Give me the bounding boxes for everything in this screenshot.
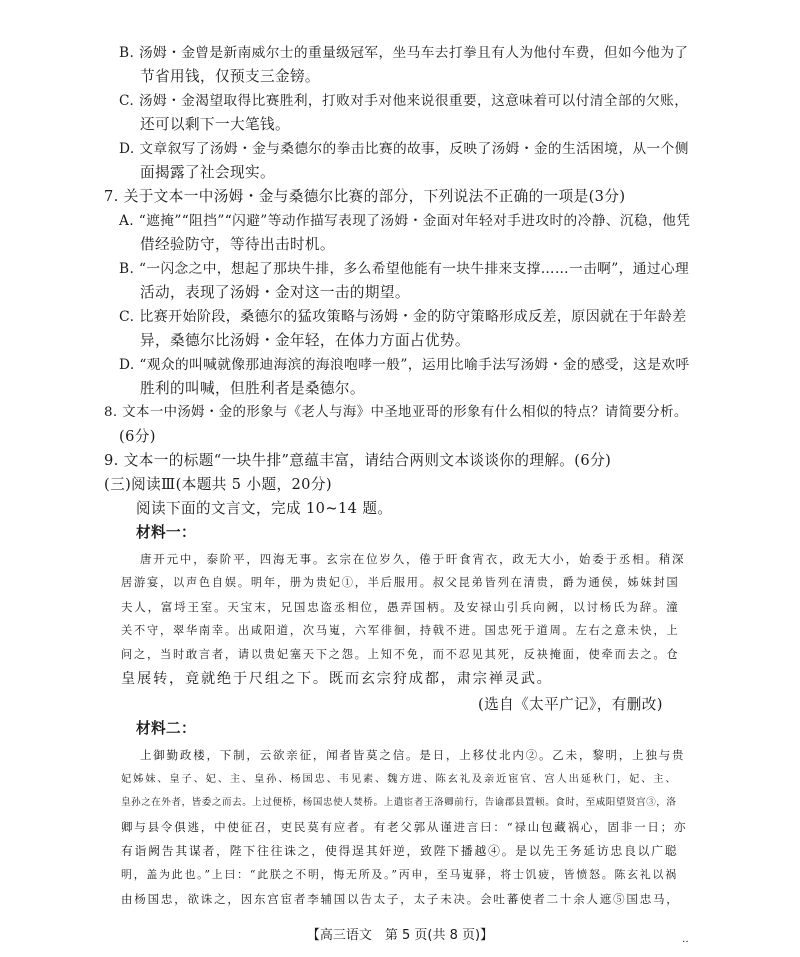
material2-line: 妃姊妹、皇子、妃、主、皇孙、杨国忠、韦见素、魏方进、陈玄礼及亲近宦官、宫人出延秋门，妃、主、 — [121, 773, 678, 785]
material1-line: 问之，当时敢言者，请以贵妃塞天下之怨。上知不免，而不忍见其死，反袂掩面，使牵而去之。仓 — [121, 648, 680, 661]
section-instruction: 阅读下面的文言文，完成 10~14 题。 — [136, 500, 393, 517]
q6-option-c: C. 汤姆・金渴望取得比赛胜利，打败对手对他来说很重要，这意味着可以付清全部的欠账， — [119, 93, 689, 109]
q7-option-a: A. “遮掩”“阻挡”“闪避”等动作描写表现了汤姆・金面对年轻对手进攻时的冷静、沉稳，他凭 — [119, 213, 691, 229]
material2-line: 由杨国忠，欲诛之，因东宫宦者李辅国以告太子，太子未决。会吐蕃使者二十余人遮⑤国忠马， — [121, 892, 680, 906]
q7-option-c-cont: 异，桑德尔比汤姆・金年轻，在体力方面占优势。 — [140, 332, 470, 349]
material2-line: 卿与县令俱逃，中使征召，吏民莫有应者。有老父郭从谨进言曰：“禄山包藏祸心，固非一日；亦 — [121, 820, 688, 834]
q6-option-d: D. 文章叙写了汤姆・金与桑德尔的拳击比赛的故事，反映了汤姆・金的生活困境，从一个侧 — [119, 141, 689, 157]
q7-option-d: D. “观众的叫喊就像那迪海滨的海浪咆哮一般”，运用比喻手法写汤姆・金的感受，这是欢呼 — [119, 357, 690, 373]
section-heading: (三)阅读Ⅲ(本题共 5 小题，20分) — [104, 476, 332, 493]
q8-points: (6分) — [119, 428, 156, 445]
material2-line: 上御勤政楼，下制，云欲亲征，闻者皆莫之信。是日，上移仗北内②。乙未，黎明，上独与贵 — [140, 748, 686, 762]
material2-title: 材料二： — [136, 720, 196, 737]
material1-line: 唐开元中，泰阶平，四海无事。玄宗在位岁久，倦于旰食宵衣，政无大小，始委于丞相。稍深 — [140, 552, 686, 566]
q6-option-c-cont: 还可以剩下一大笔钱。 — [140, 116, 290, 133]
material1-source: (选自《太平广记》，有删改) — [478, 696, 663, 713]
material1-line: 皇展转，竟就绝于尺组之下。既而玄宗狩成都，肃宗禅灵武。 — [121, 671, 553, 687]
q6-option-d-cont: 面揭露了社会现实。 — [140, 164, 275, 181]
corner-mark: ‥ — [682, 934, 689, 945]
q8-stem: 8. 文本一中汤姆・金的形象与《老人与海》中圣地亚哥的形象有什么相似的特点？请简要分析。 — [104, 405, 688, 420]
material2-line: 明，盖为此也。”上曰：“此朕之不明，悔无所及。”丙申，至马嵬驿，将士饥疲，皆愤怒。陈玄礼以祸 — [121, 868, 678, 881]
material1-title: 材料一： — [136, 524, 196, 541]
q7-option-b: B. “一闪念之中，想起了那块牛排，多么希望他能有一块牛排来支撑……一击啊”，通过心理 — [119, 261, 690, 277]
material2-line: 皇孙之在外者，皆委之而去。上过便桥，杨国忠使人焚桥。上遣宦者王洛卿前行，告谕郡县置顿。食时，至咸阳望贤宫③，洛 — [121, 797, 677, 808]
q7-option-d-cont: 胜利的叫喊，但胜利者是桑德尔。 — [140, 380, 365, 397]
q7-option-a-cont: 借经验防守，等待出击时机。 — [140, 236, 335, 253]
material2-line: 有诣阙告其谋者，陛下往往诛之，使得逞其奸逆，致陛下播越④。是以先王务延访忠良以广聪 — [121, 844, 679, 858]
q9-stem: 9. 文本一的标题“一块牛排”意蕴丰富，请结合两则文本谈谈你的理解。(6分) — [104, 452, 612, 469]
q7-option-b-cont: 活动，表现了汤姆・金对这一击的期望。 — [140, 284, 410, 301]
material1-line: 关不守，翠华南幸。出咸阳道，次马嵬，六军徘徊，持戟不进。国忠死于道周。左右之意未快，上 — [121, 624, 680, 637]
q7-option-c: C. 比赛开始阶段，桑德尔的猛攻策略与汤姆・金的防守策略形成反差，原因就在于年龄差 — [119, 309, 687, 325]
material1-line: 夫人，富埒王室。天宝末，兄国忠盗丞相位，愚弄国柄。及安禄山引兵向阙，以讨杨氏为辞。潼 — [121, 600, 680, 614]
q7-stem: 7. 关于文本一中汤姆・金与桑德尔比赛的部分，下列说法不正确的一项是(3分) — [104, 188, 626, 205]
material1-line: 居游宴，以声色自娱。明年，册为贵妃①，半后服用。叔父昆弟皆列在清贵，爵为通侯，姊妹封国 — [121, 576, 680, 589]
page-footer: 【高三语文 第 5 页(共 8 页)】 — [306, 928, 494, 943]
q6-option-b: B. 汤姆・金曾是新南威尔士的重量级冠军，坐马车去打拳且有人为他付车费，但如今他为了 — [119, 45, 689, 61]
q6-option-b-cont: 节省用钱，仅预支三金镑。 — [140, 68, 320, 85]
